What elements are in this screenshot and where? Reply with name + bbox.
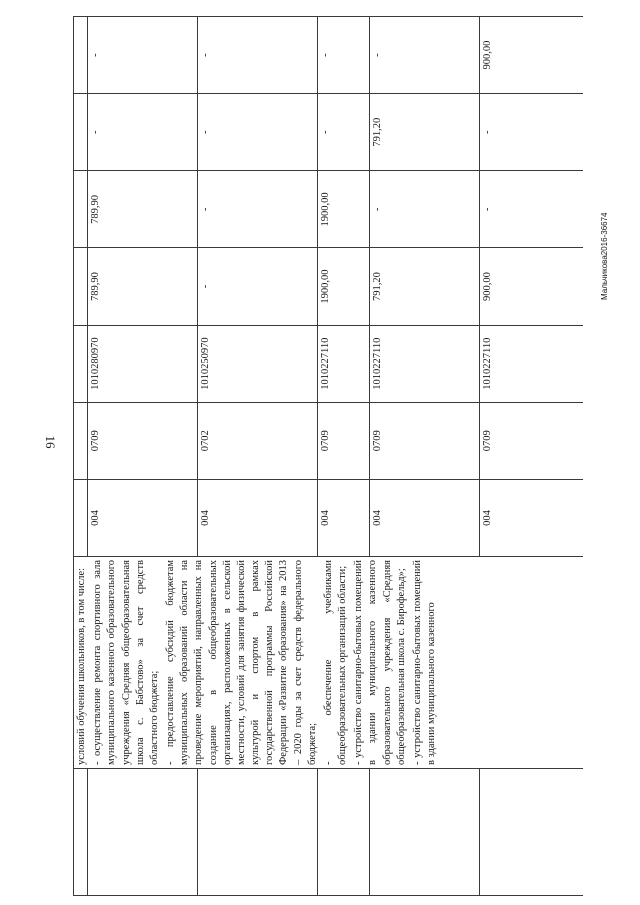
target-cell: 1010227110: [480, 325, 584, 402]
description-line: - осуществление ремонта спортивного зала муниципального казенного образовательного учреждения «Средняя общеобразовательная школа с. Бабстово» за счет средств областного бюджета;: [92, 560, 160, 765]
year2-cell: -: [318, 94, 370, 171]
document-code: Мальчикова2016-36674: [600, 212, 609, 300]
year1-cell: -: [370, 171, 480, 248]
year3-cell: 900,00: [480, 17, 584, 94]
budget-table: [73, 16, 583, 896]
total-cell: -: [198, 248, 318, 325]
description-line: - устройство санитарно-бытовых помещений в здании муниципального казенного: [411, 560, 438, 765]
year1-cell: -: [480, 171, 584, 248]
year2-cell: 791,20: [370, 94, 480, 171]
code-cell: 004: [480, 479, 584, 556]
total-cell: 791,20: [370, 248, 480, 325]
page-number: 16: [43, 435, 58, 449]
description-line: условий обучения школьников, в том числе:: [76, 567, 87, 765]
target-cell: 1010280970: [88, 325, 198, 402]
year3-cell: -: [318, 17, 370, 94]
total-cell: 1900,00: [318, 248, 370, 325]
description-line: - обеспечение учебниками общеобразовательных организаций области;: [322, 560, 349, 765]
target-cell: 1010227110: [318, 325, 370, 402]
code-cell: 004: [198, 479, 318, 556]
year2-cell: -: [198, 94, 318, 171]
code-cell: 004: [318, 479, 370, 556]
target-cell: 1010227110: [370, 325, 480, 402]
year3-cell: -: [198, 17, 318, 94]
section-cell: 0709: [88, 402, 198, 479]
description-line: - устройство санитарно-бытовых помещений в здании муниципального казенного образовательного учреждения «Средняя общеобразовательная школа с. Бирофельд»;: [353, 560, 407, 765]
rotated-table-container: [73, 16, 583, 896]
description-line: - предоставление субсидий бюджетам муниципальных образований области на проведение мероприятий, направленных на создание в общеобразовательных организациях, расположенных в сельской местности, условий для занятия физической культурой и спортом в рамках государственной программы Российской Федерации «Развитие образования» на 2013 – 2020 годы за счет средств федерального бюджета;: [165, 560, 318, 765]
table-row: [74, 17, 88, 896]
year3-cell: -: [88, 17, 198, 94]
total-cell: 900,00: [480, 248, 584, 325]
section-cell: 0709: [370, 402, 480, 479]
year1-cell: 789,90: [88, 171, 198, 248]
description-cell: [74, 557, 584, 769]
year3-cell: -: [370, 17, 480, 94]
year1-cell: 1900,00: [318, 171, 370, 248]
total-cell: 789,90: [88, 248, 198, 325]
year2-cell: -: [88, 94, 198, 171]
year2-cell: -: [480, 94, 584, 171]
section-cell: 0709: [480, 402, 584, 479]
target-cell: 1010250970: [198, 325, 318, 402]
code-cell: 004: [88, 479, 198, 556]
section-cell: 0709: [318, 402, 370, 479]
section-cell: 0702: [198, 402, 318, 479]
code-cell: 004: [370, 479, 480, 556]
year1-cell: -: [198, 171, 318, 248]
